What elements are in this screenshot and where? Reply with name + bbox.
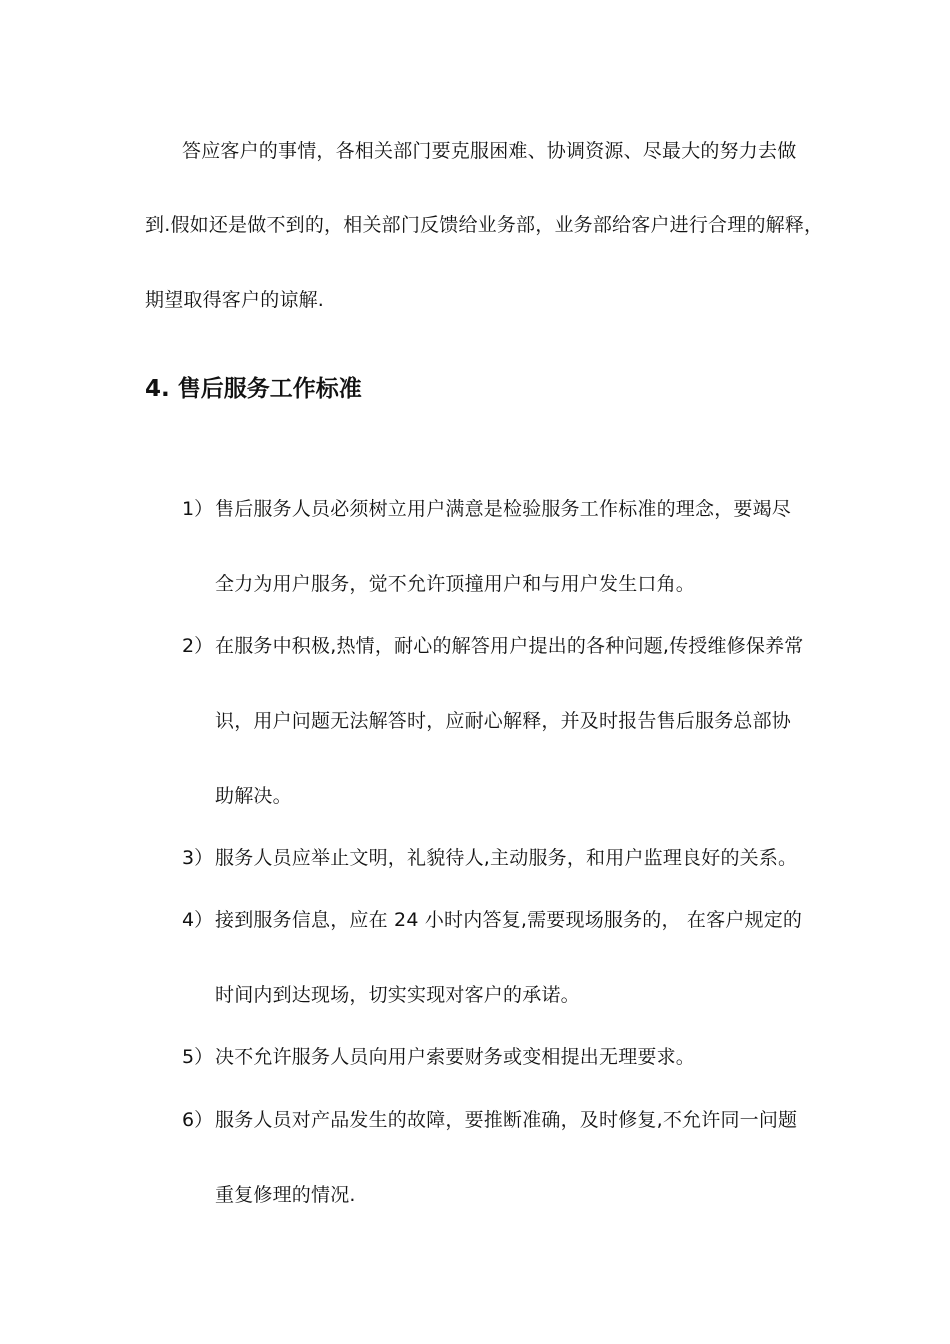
list-item-line: 服务人员应举止文明，礼貌待人,主动服务，和用户监理良好的关系。 — [215, 847, 798, 869]
list-item-number: 6） — [182, 1109, 214, 1131]
list-item-number: 2） — [182, 635, 214, 657]
list-item-line: 时间内到达现场，切实实现对客户的承诺。 — [215, 984, 580, 1006]
intro-line-3: 期望取得客户的谅解. — [145, 289, 325, 311]
list-item-line: 全力为用户服务，觉不允许顶撞用户和与用户发生口角。 — [215, 573, 696, 595]
section-heading: 4. 售后服务工作标准 — [145, 376, 362, 402]
list-item-line: 服务人员对产品发生的故障，要推断准确，及时修复,不允许同一问题 — [215, 1109, 798, 1131]
list-item-number: 5） — [182, 1046, 214, 1068]
list-item-line: 助解决。 — [215, 785, 292, 807]
list-item-number: 3） — [182, 847, 214, 869]
list-item-number: 4） — [182, 909, 214, 931]
list-item-line: 识，用户问题无法解答时，应耐心解释，并及时报告售后服务总部协 — [215, 710, 792, 732]
list-item-line: 重复修理的情况. — [215, 1184, 356, 1206]
list-item-line: 售后服务人员必须树立用户满意是检验服务工作标准的理念，要竭尽 — [215, 498, 792, 520]
list-item-line: 接到服务信息，应在 24 小时内答复,需要现场服务的， 在客户规定的 — [215, 909, 803, 931]
intro-line-2: 到.假如还是做不到的，相关部门反馈给业务部，业务部给客户进行合理的解释， — [145, 214, 824, 236]
list-item-number: 1） — [182, 498, 214, 520]
intro-line-1: 答应客户的事情，各相关部门要克服困难、协调资源、尽最大的努力去做 — [182, 140, 797, 162]
list-item-line: 决不允许服务人员向用户索要财务或变相提出无理要求。 — [215, 1046, 696, 1068]
list-item-line: 在服务中积极,热情，耐心的解答用户提出的各种问题,传授维修保养常 — [215, 635, 804, 657]
